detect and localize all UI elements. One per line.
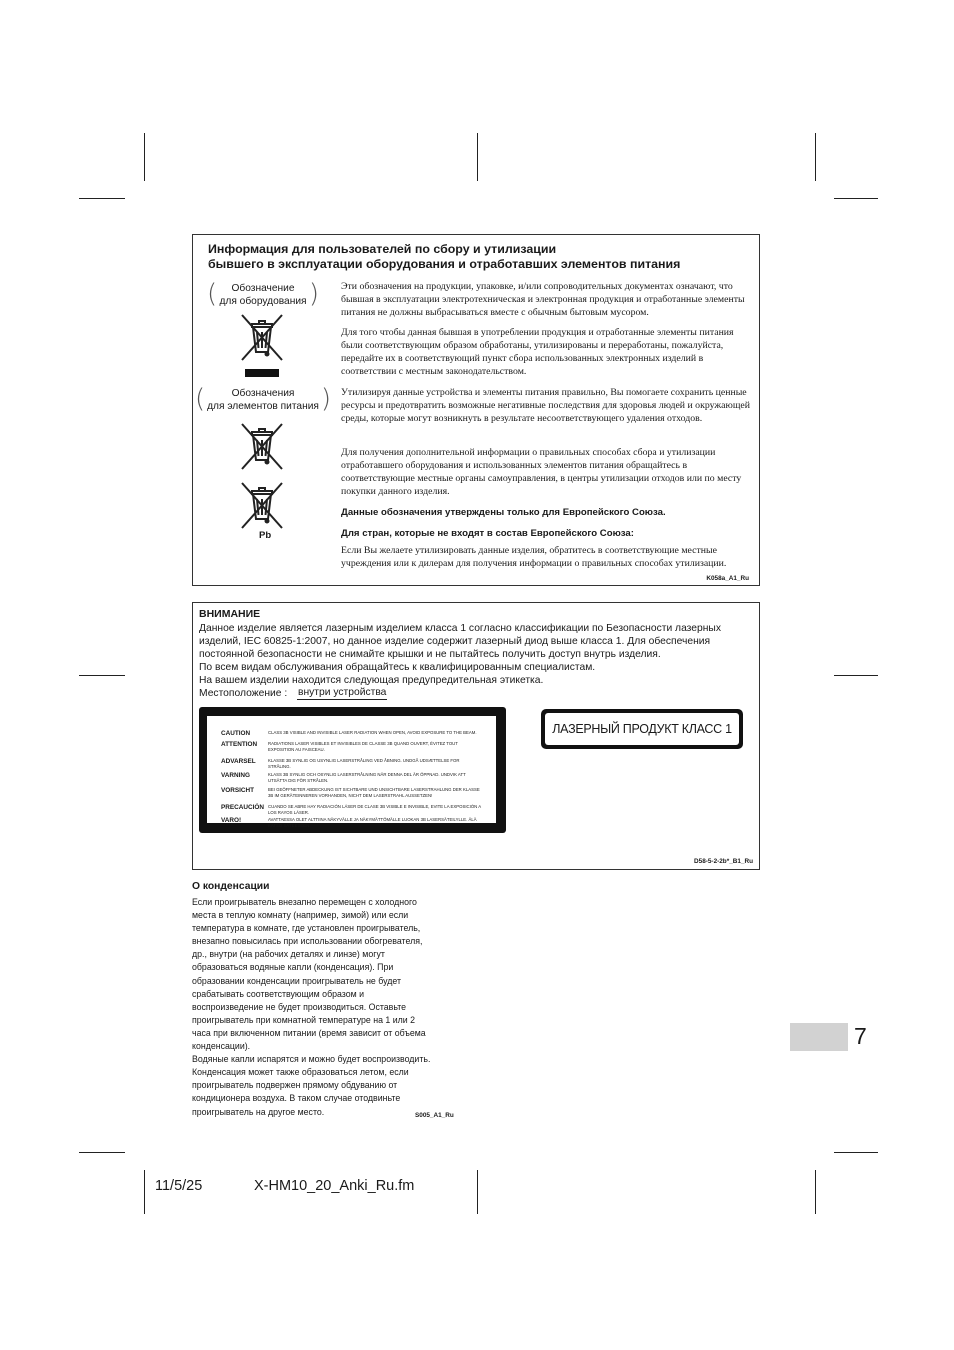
crop-mark [477, 1170, 478, 1214]
pb-label: Pb [259, 530, 272, 541]
crop-mark [144, 133, 145, 181]
recycling-title: Информация для пользователей по сбору и утилизации бывшего в эксплуатации оборудования и отработавших элементов питания [208, 242, 681, 271]
warning-code: D58-5-2-2b*_B1_Ru [694, 858, 753, 865]
non-eu-title: Для стран, которые не входят в состав Европейского Союза: [341, 528, 634, 539]
condensation-code: S005_A1_Ru [415, 1111, 454, 1119]
warning-line: Данное изделие является лазерным изделием класса 1 согласно классификации по Безопасности лазерных [199, 623, 721, 634]
laser-class-badge [541, 709, 743, 749]
crop-mark [815, 1170, 816, 1214]
page-number: 7 [854, 1023, 867, 1049]
crop-mark [834, 675, 878, 676]
warning-line: изделий, IEC 60825-1:2007, но данное изделие содержит лазерный диод выше класса 1. Для обеспечения [199, 636, 711, 647]
footer-date: 11/5/25 [155, 1178, 203, 1194]
warning-line: На вашем изделии находится следующая предупредительная этикетка. [199, 675, 544, 686]
crossed-bin-pb-icon [240, 481, 284, 531]
recycle-para-1: Эти обозначения на продукции, упаковке, и/или сопроводительных документах означают, что бывшая в эксплуатации электротехническая и электронная продукция и отработанные элементы питания не должны выбрасываться вместе с обычным бытовым мусором. [341, 281, 745, 319]
recycling-info-box [192, 234, 760, 586]
crop-mark [79, 198, 125, 199]
page-tab [790, 1023, 848, 1051]
condensation-title: О конденсации [192, 881, 270, 892]
recycle-code: K058a_A1_Ru [706, 575, 749, 582]
recycle-para-3: Утилизируя данные устройства и элементы питания правильно, Вы помогаете сохранить ценные ресурсы и предотвратить возможные негативные последствия для здоровья людей и окружающей среды, которые могут возникнуть в результате несоответствующего удаления отходов. [341, 387, 750, 425]
caution-label-image: CAUTION CLASS 3B VISIBLE AND INVISIBLE LASER RADIATION WHEN OPEN, AVOID EXPOSURE TO THE BEAM. ATTENTION RADIATIONS LASER VISIBLES ET INVISIBLES DE CLASSE 3B QUAND OUVERT, ÉVITEZ TOUT EXPOSITION AU FAISCEAU. ADVARSEL KLASSE 3B SYNLIG OG USYNLIG LASERSTRÅLING VED ÅBNING. UNDGÅ UDSÆTTELSE FOR STRÅLING. VARNING KLASS 3B SYNLIG OCH OSYNLIG LASERSTRÅLNING NÄR DENNA DEL ÄR ÖPPNAD. UNDVIK ATT UTSÄTTA DIG FÖR STRÅLEN. VORSICHT BEI GEÖFFNETER ABDECKUNG IST SICHTBARE UND UNSICHTBARE LASERSTRAHLUNG DER KLASSE 3B IM GERÄTEINNEREN VORHANDEN, NICHT DEM LASERSTRAHL AUSSETZEN! PRECAUCIÓN CUANDO SE ABRE HAY RADIACIÓN LÁSER DE CLASE 3B VISIBLE E INVISIBLE, EVITE LA EXPOSICIÓN A LOS RAYOS LÁSER. VARO! AVATTAESSA OLET ALTTIINA NÄKYVÄLLE JA NÄKYMÄTTÖMÄLLE LUOKAN 3B LASERSÄTEILYLLE. ÄLÄ KATSO SÄTEESEEN. [199, 707, 506, 833]
warning-title: ВНИМАНИЕ [199, 608, 261, 620]
warning-line: постоянной безопасности не снимайте крышки и не пытайтесь получить доступ внутрь изделия. [199, 649, 661, 660]
crossed-bin-icon [239, 312, 285, 380]
condensation-body: Если проигрыватель внезапно перемещен с холодного места в теплую комнату (например, зимой) или если температура в комнате, где установлен проигрыватель, внезапно повысилась при использовании обогревателя, др., внутри (на рабочих деталях и линзе) могут образоваться водяные капли (конденсация). При образовании конденсации проигрыватель не будет срабатывать соответствующим образом и воспроизведение не будет производиться. Оставьте проигрыватель при комнатной температуре на 1 или 2 часа при включенном питании (время зависит от объема конденсации). Водяные капли испарятся и можно будет воспроизводить. Конденсация может также образоваться летом, если проигрыватель подвержен прямому обдуванию от кондиционера воздуха. В таком случае отодвиньте проигрыватель на другое место. S005_A1_Ru [192, 896, 462, 1119]
warning-line: По всем видам обслуживания обращайтесь к квалифицированным специалистам. [199, 662, 596, 673]
equipment-symbol-label: ( Обозначение для оборудования ) [207, 279, 319, 309]
non-eu-text: Если Вы желаете утилизировать данные изделия, обратитесь в соответствующие местные учреждения или к дилерам для получения информации о правильных способах утилизации. [341, 545, 727, 570]
crop-mark [477, 133, 478, 181]
laser-class-text: ЛАЗЕРНЫЙ ПРОДУКТ КЛАСС 1 [545, 713, 739, 745]
crop-mark [834, 1152, 878, 1153]
laser-warning-box [192, 602, 760, 870]
crop-mark [144, 1170, 145, 1214]
location-label: Местоположение : [199, 688, 288, 699]
location-value: внутри устройства [298, 687, 387, 698]
crop-mark [79, 1152, 125, 1153]
crossed-bin-icon [240, 422, 284, 472]
recycle-para-4: Для получения дополнительной информации о правильных способах сбора и утилизации отработавшего оборудования и использованных элементов питания обращайтесь в соответствующие местные органы самоуправления, в центры утилизации отходов или по месту покупки данного изделия. [341, 447, 742, 498]
crop-mark [815, 133, 816, 181]
footer-filename: X-HM10_20_Anki_Ru.fm [254, 1178, 415, 1194]
recycle-para-2: Для того чтобы данная бывшая в употреблении продукция и отработанные элементы питания были соответствующим образом обработаны, утилизированы и переработаны, пожалуйста, передайте их в соответствующий пункт сбора использованных электронных изделий в соответствии с местным законодательством. [341, 327, 734, 378]
crop-mark [79, 675, 125, 676]
eu-only-note: Данные обозначения утверждены только для Европейского Союза. [341, 507, 666, 518]
battery-symbol-label: ( Обозначения для элементов питания ) [195, 384, 331, 414]
crop-mark [834, 198, 878, 199]
